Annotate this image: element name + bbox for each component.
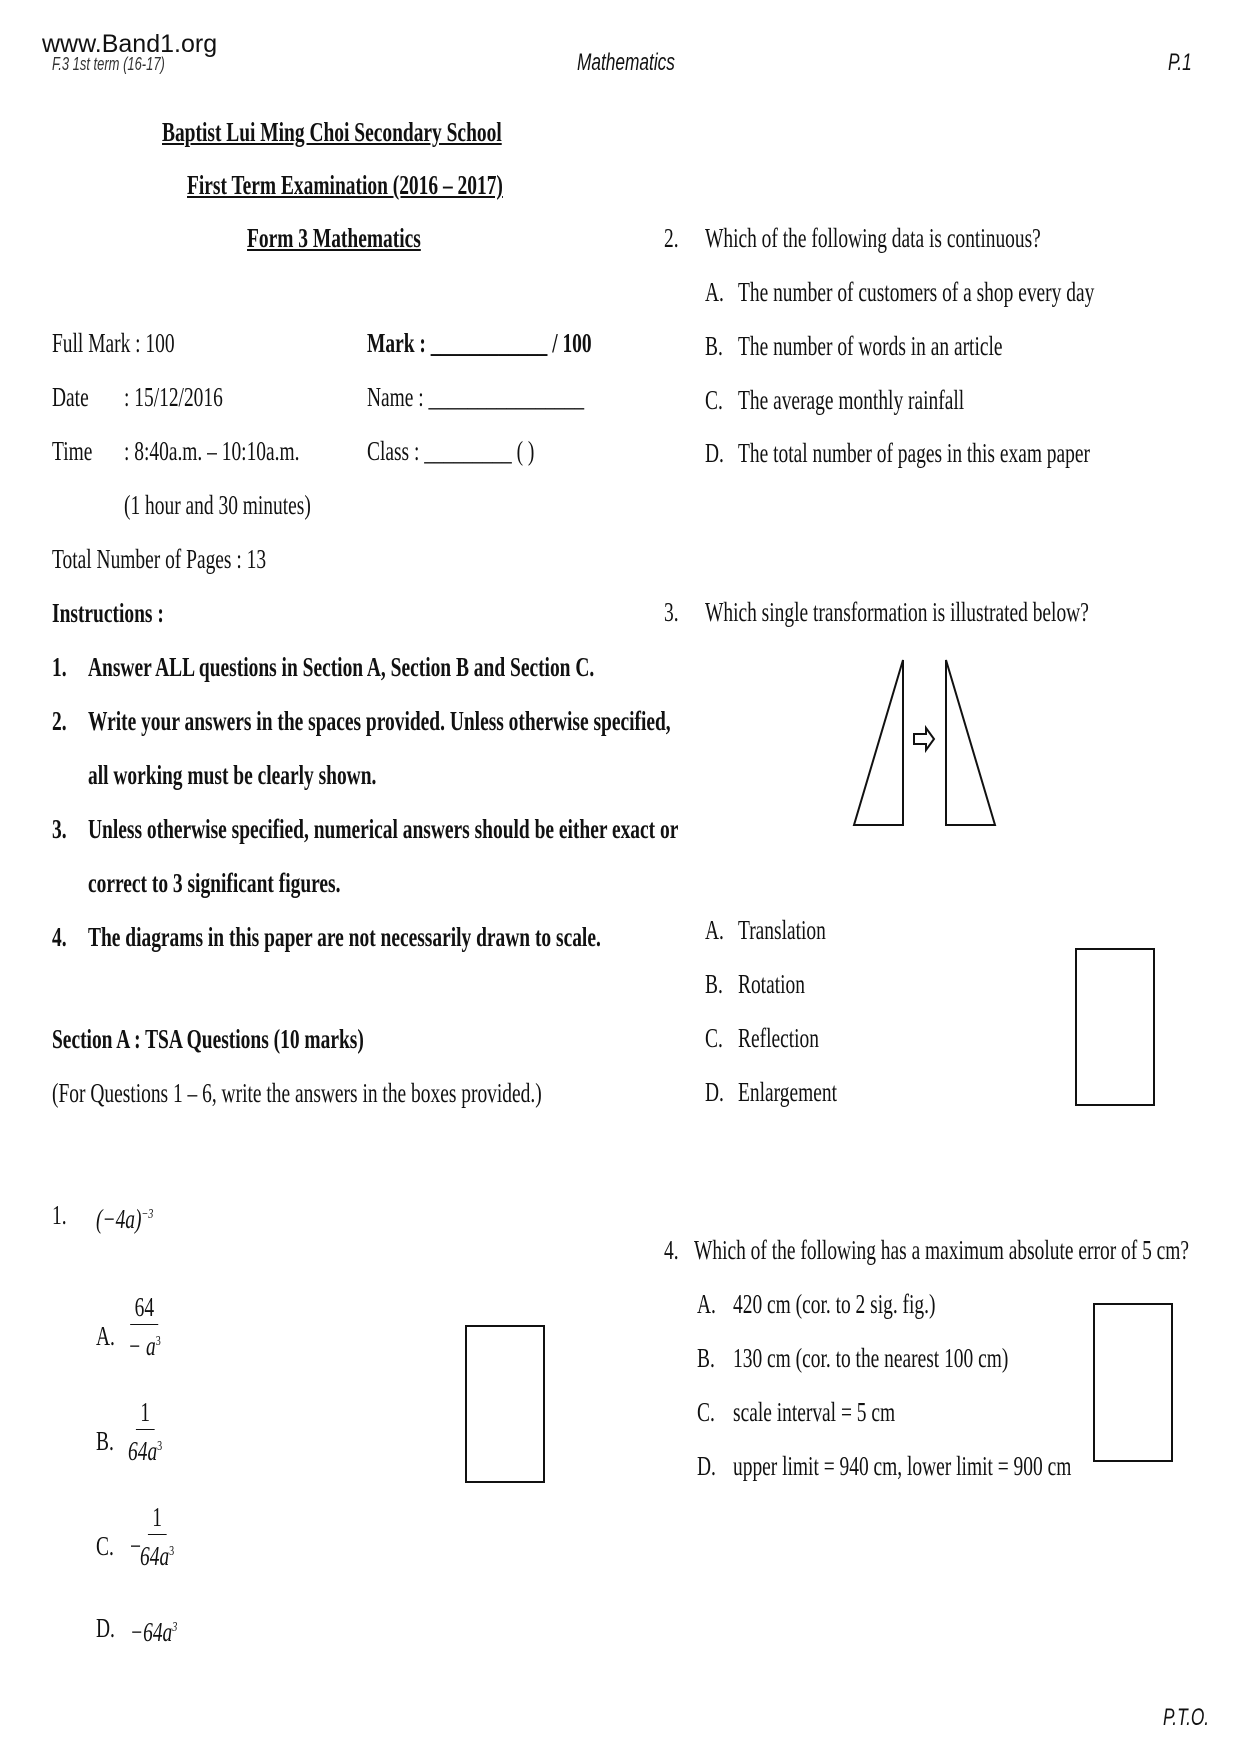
instruction-text: all working must be clearly shown. <box>88 760 377 790</box>
exam-title: First Term Examination (2016 – 2017) <box>187 170 503 200</box>
transformation-diagram <box>850 650 1010 830</box>
date-label: Date <box>52 382 89 412</box>
q1-option-a-fraction <box>128 1290 161 1363</box>
instruction-text: Write your answers in the spaces provided. Unless otherwise specified, <box>88 706 671 736</box>
class-field[interactable]: Class : _________ ( ) <box>367 436 535 466</box>
q2-option-label: A. <box>705 277 724 307</box>
page-number: P.1 <box>1168 49 1192 76</box>
q4-option-d: upper limit = 940 cm, lower limit = 900 cm <box>733 1451 1072 1481</box>
time-label: Time <box>52 436 93 466</box>
instruction-text: The diagrams in this paper are not necessarily drawn to scale. <box>88 922 601 952</box>
q3-option-d: Enlargement <box>738 1077 837 1107</box>
instruction-number: 4. <box>52 922 67 952</box>
q2-option-label: D. <box>705 438 724 468</box>
denominator: 64a <box>140 1541 170 1571</box>
q1-expression <box>96 1199 153 1235</box>
section-a-note: (For Questions 1 – 6, write the answers in the boxes provided.) <box>52 1078 542 1108</box>
exponent: 3 <box>169 1544 175 1559</box>
numerator: 1 <box>148 1500 166 1535</box>
duration: (1 hour and 30 minutes) <box>124 490 311 520</box>
q1-option-c-sign: − <box>130 1531 141 1561</box>
q1-base: (−4a) <box>96 1204 142 1234</box>
date-value: : 15/12/2016 <box>124 382 223 412</box>
q1-exponent: −3 <box>141 1207 154 1222</box>
q2-option-b: The number of words in an article <box>738 331 1003 361</box>
time-value: : 8:40a.m. – 10:10a.m. <box>124 436 300 466</box>
q2-option-d: The total number of pages in this exam paper <box>738 438 1090 468</box>
full-mark: Full Mark : 100 <box>52 328 175 358</box>
q3-answer-box[interactable] <box>1075 948 1155 1106</box>
arrow-icon <box>914 728 934 750</box>
q1-number: 1. <box>52 1200 67 1230</box>
denominator: − a <box>128 1331 156 1361</box>
watermark: www.Band1.org <box>42 30 218 58</box>
name-field[interactable]: Name : ________________ <box>367 382 585 412</box>
q3-option-a: Translation <box>738 915 826 945</box>
section-a-heading: Section A : TSA Questions (10 marks) <box>52 1024 364 1054</box>
q3-text: Which single transformation is illustrated below? <box>705 597 1089 627</box>
q1-option-b-label: B. <box>96 1426 114 1456</box>
q1-option-d-label: D. <box>96 1613 115 1643</box>
q1-option-b-fraction <box>128 1395 162 1468</box>
q2-option-c: The average monthly rainfall <box>738 385 965 415</box>
q2-option-a: The number of customers of a shop every day <box>738 277 1095 307</box>
q1-option-a-label: A. <box>96 1321 115 1351</box>
numerator: 64 <box>130 1290 158 1325</box>
q2-option-label: C. <box>705 385 723 415</box>
image-triangle <box>946 660 995 825</box>
header-term: F.3 1st term (16-17) <box>52 54 165 74</box>
instruction-text: Unless otherwise specified, numerical answers should be either exact or <box>88 814 679 844</box>
q4-option-label: C. <box>697 1397 715 1427</box>
instructions-heading: Instructions : <box>52 598 164 628</box>
original-triangle <box>854 660 903 825</box>
numerator: 1 <box>136 1395 154 1430</box>
header-subject: Mathematics <box>577 49 675 76</box>
q4-answer-box[interactable] <box>1093 1303 1173 1462</box>
q3-option-label: A. <box>705 915 724 945</box>
instruction-number: 1. <box>52 652 67 682</box>
mark-field[interactable]: Mark : ____________ / 100 <box>367 328 592 358</box>
exponent: 3 <box>155 1334 161 1349</box>
q2-text: Which of the following data is continuous? <box>705 223 1041 253</box>
exponent: 3 <box>172 1620 178 1635</box>
school-name: Baptist Lui Ming Choi Secondary School <box>162 117 502 147</box>
instruction-text: Answer ALL questions in Section A, Section B and Section C. <box>88 652 595 682</box>
q4-option-label: A. <box>697 1289 716 1319</box>
q3-option-label: D. <box>705 1077 724 1107</box>
q1-option-d <box>130 1612 177 1648</box>
q1-answer-box[interactable] <box>465 1325 545 1483</box>
total-pages: Total Number of Pages : 13 <box>52 544 267 574</box>
q3-option-c: Reflection <box>738 1023 819 1053</box>
denominator: 64a <box>128 1436 158 1466</box>
q2-number: 2. <box>664 223 679 253</box>
q3-number: 3. <box>664 597 679 627</box>
subject-title: Form 3 Mathematics <box>247 223 421 253</box>
q1-option-d-text: −64a <box>130 1617 173 1647</box>
q4-option-label: B. <box>697 1343 715 1373</box>
exponent: 3 <box>157 1439 163 1454</box>
q3-option-label: B. <box>705 969 723 999</box>
q4-number: 4. <box>664 1235 679 1265</box>
q4-option-b: 130 cm (cor. to the nearest 100 cm) <box>733 1343 1009 1373</box>
q1-option-c-fraction <box>140 1500 174 1573</box>
q2-option-label: B. <box>705 331 723 361</box>
q4-option-label: D. <box>697 1451 716 1481</box>
pto-label: P.T.O. <box>1163 1704 1210 1731</box>
instruction-number: 3. <box>52 814 67 844</box>
q3-option-b: Rotation <box>738 969 805 999</box>
q4-option-c: scale interval = 5 cm <box>733 1397 896 1427</box>
q4-option-a: 420 cm (cor. to 2 sig. fig.) <box>733 1289 936 1319</box>
q3-option-label: C. <box>705 1023 723 1053</box>
q1-option-c-label: C. <box>96 1531 114 1561</box>
q4-text: Which of the following has a maximum absolute error of 5 cm? <box>694 1235 1190 1265</box>
instruction-number: 2. <box>52 706 67 736</box>
instruction-text: correct to 3 significant figures. <box>88 868 341 898</box>
